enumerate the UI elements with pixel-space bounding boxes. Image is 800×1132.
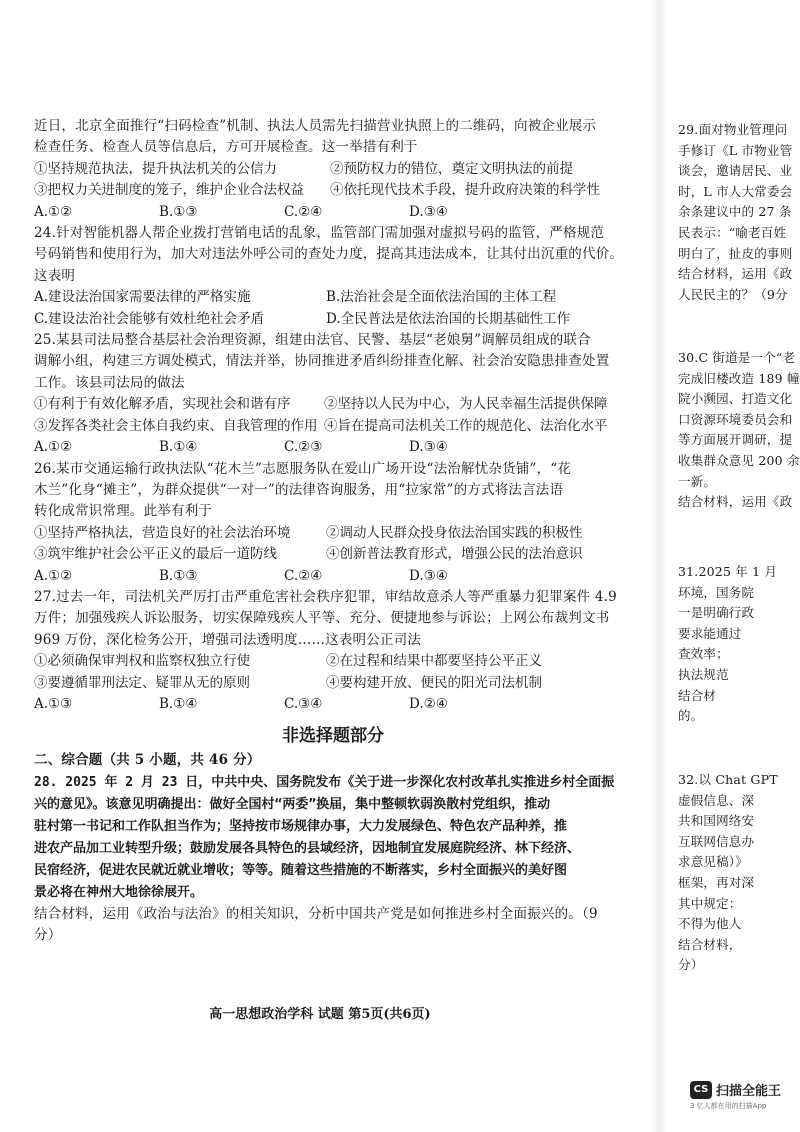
- text-line: 调解小组，构建三方调处模式，情法并举，协同推进矛盾纠纷排查化解、社会治安隐患排查处置: [34, 353, 610, 370]
- text-line: 检查任务、检查人员等信息后，方可开展检查。这一举措有利于: [34, 139, 418, 156]
- text-line: 一新。: [678, 473, 717, 489]
- text-line: 转化成常识常理。此举有利于: [34, 503, 213, 520]
- option: ③要遵循罪刑法定、疑罪从无的原则: [34, 674, 250, 691]
- text-line: 分）: [678, 957, 704, 973]
- q30-fragment: [678, 348, 800, 513]
- text-line: 32.以 Chat GPT: [678, 772, 778, 787]
- answer-choice: C.②③: [284, 439, 323, 456]
- q32-fragment: [678, 770, 800, 976]
- text-line: 969 万份，深化检务公开，增强司法透明度……这表明公正司法: [34, 631, 422, 648]
- text-line: 号码销售和使用行为，加大对违法外呼公司的查处力度，提高其违法成本，让其付出沉重的代价。: [34, 246, 624, 263]
- page-footer: 高一思想政治学科 试题 第5页(共6页): [209, 1007, 431, 1022]
- q23-answers: [34, 202, 632, 223]
- answer-choice: A.①②: [34, 203, 73, 220]
- text-line: 不得为他人: [678, 916, 742, 932]
- text-line: 29.面对物业管理问: [678, 122, 788, 137]
- option: ④创新普法教育形式，增强公民的法治意识: [326, 546, 583, 563]
- text-line: 30.C 街道是一个“老: [678, 350, 796, 365]
- text-line: 共和国网络安: [678, 813, 755, 829]
- text-line: 结合材料，: [678, 936, 742, 952]
- answer-choice: C.②④: [284, 567, 323, 584]
- option: ①坚持严格执法，营造良好的社会法治环境: [34, 524, 291, 541]
- text-line: 虚假信息、深: [678, 792, 755, 808]
- text-line: 28. 2025 年 2 月 23 日，中共中央、国务院发布《关于进一步深化农村改革扎实推进乡村全面振: [34, 774, 615, 790]
- scanner-watermark: [690, 1080, 800, 1111]
- text-line: 26.某市交通运输行政执法队“花木兰”志愿服务队在爱山广场开设“法治解忧杂货铺”，“花: [34, 460, 572, 477]
- q26-options: [34, 523, 632, 566]
- answer-choice: D.③④: [409, 203, 448, 220]
- text-line: 结合材料，运用《政: [678, 266, 793, 282]
- q31-fragment: [678, 562, 800, 727]
- q23-options: [34, 159, 632, 202]
- option: ①必须确保审判权和监察权独立行使: [34, 653, 250, 670]
- answer-choice: B.①④: [159, 439, 198, 456]
- text-line: 25.某县司法局整合基层社会治理资源，组建由法官、民警、基层“老娘舅”调解员组成的联合: [34, 332, 591, 349]
- text-line: 结合材料，运用《政: [678, 494, 793, 510]
- text-line: 分）: [34, 927, 62, 944]
- text-line: 要求能通过: [678, 625, 742, 641]
- option: ③筑牢维护社会公平正义的最后一道防线: [34, 546, 277, 563]
- answer-choice: C.②④: [284, 203, 323, 220]
- section-title: 非选择题部分: [282, 726, 384, 747]
- answer-choice: D.②④: [409, 695, 448, 712]
- text-line: 木兰”化身“摊主”，为群众提供“一对一”的法律咨询服务，用“拉家常”的方式将法言法语: [34, 481, 564, 498]
- text-line: 民宿经济，促进农民就近就业增收；等等。随着这些措施的不断落实，乡村全面振兴的美好图: [34, 862, 568, 878]
- text-line: 框架，再对深: [678, 874, 755, 890]
- text-line: 结合材: [678, 687, 717, 703]
- q28-task: [34, 904, 632, 947]
- text-line: 执法规范: [678, 666, 729, 682]
- q28-stem: [34, 772, 632, 904]
- answer-choice: C.③④: [284, 695, 323, 712]
- text-line: 工作。该县司法局的做法: [34, 374, 185, 391]
- option: C.建设法治社会能够有效杜绝社会矛盾: [34, 310, 265, 327]
- text-line: 收集群众意见 200 余: [678, 452, 800, 468]
- text-line: 时，L 市人大常委会: [678, 183, 793, 199]
- text-line: 民表示：“喻老百姓: [678, 224, 787, 240]
- q29-fragment: [678, 120, 800, 305]
- text-line: 等方面展开调研，提: [678, 432, 793, 448]
- q26-stem: [34, 459, 632, 523]
- text-line: 进农产品加工业转型升级；鼓励发展各具特色的县域经济，因地制宜发展庭院经济、林下经济、: [34, 840, 581, 856]
- text-line: 手修订《L 市物业管: [678, 142, 793, 158]
- q27-stem: [34, 587, 632, 651]
- q26-answers: [34, 566, 632, 587]
- main-column: [34, 116, 632, 947]
- q25-options: [34, 394, 632, 437]
- answer-choice: D.③④: [409, 567, 448, 584]
- text-line: 口资源环境委员会和: [678, 411, 793, 427]
- q25-stem: [34, 330, 632, 394]
- text-line: 驻村第一书记和工作队担当作为；坚持按市场规律办事，大力发展绿色、特色农产品种养，推: [34, 818, 568, 834]
- text-line: 院小濒园、打造文化: [678, 391, 793, 407]
- section-subtitle: 二、综合题（共 5 小题，共 46 分）: [34, 752, 261, 769]
- option: A.建设法治国家需要法律的严格实施: [34, 289, 251, 306]
- option: ③把权力关进制度的笼子，维护企业合法权益: [34, 182, 304, 199]
- answer-choice: A.①②: [34, 567, 73, 584]
- answer-choice: D.③④: [409, 439, 448, 456]
- q23-stem: [34, 116, 632, 159]
- text-line: 求意见稿）》: [678, 854, 748, 870]
- answer-choice: B.①③: [159, 567, 198, 584]
- answer-choice: A.①②: [34, 439, 73, 456]
- text-line: 互联网信息办: [678, 833, 755, 849]
- option: ①坚持规范执法，提升执法机关的公信力: [34, 160, 277, 177]
- text-line: 一是明确行政: [678, 605, 755, 621]
- q25-answers: [34, 437, 632, 458]
- text-line: 完成旧楼改造 189 幢: [678, 370, 800, 386]
- option: B.法治社会是全面依法治国的主体工程: [326, 289, 557, 306]
- option: ④依托现代技术手段，提升政府决策的科学性: [330, 182, 600, 199]
- option: ③发挥各类社会主体自我约束、自我管理的作用: [34, 417, 318, 434]
- text-line: 结合材料，运用《政治与法治》的相关知识，分析中国共产党是如何推进乡村全面振兴的。（9: [34, 905, 598, 922]
- right-partial-column: [678, 116, 800, 986]
- page-fold-shadow: [650, 0, 668, 1132]
- text-line: 谈会，邀请居民、业: [678, 163, 793, 179]
- text-line: 兴的意见》。该意见明确提出：做好全国村“两委”换届，集中整顿软弱涣散村党组织，推动: [34, 796, 551, 812]
- option: ②在过程和结果中都要坚持公平正义: [326, 653, 542, 670]
- answer-choice: B.①③: [159, 203, 198, 220]
- text-line: 24.针对智能机器人帮企业拨打营销电话的乱象，监管部门需加强对虚拟号码的监管，严格规范: [34, 225, 605, 242]
- option: ④旨在提高司法机关工作的规范化、法治化水平: [324, 417, 608, 434]
- option: ②坚持以人民为中心，为人民幸福生活提供保障: [324, 396, 608, 413]
- text-line: 其中规定：: [678, 895, 742, 911]
- scanner-tagline: 3 亿人都在用的扫描App: [690, 1102, 767, 1110]
- text-line: 27.过去一年，司法机关严厉打击严重危害社会秩序犯罪，审结故意杀人等严重暴力犯罪案件 4.9: [34, 588, 617, 605]
- scanner-app-name: 扫描全能王: [716, 1084, 782, 1099]
- option: ②预防权力的错位，奠定文明执法的前提: [330, 160, 573, 177]
- text-line: 31.2025 年 1 月: [678, 564, 778, 579]
- text-line: 近日，北京全面推行“扫码检查”机制、执法人员需先扫描营业执照上的二维码，向被企业展示: [34, 118, 597, 134]
- text-line: 万件；加强残疾人诉讼服务，切实保障残疾人平等、充分、便捷地参与诉讼；上网公布裁判文书: [34, 610, 610, 627]
- option: ④要构建开放、便民的阳光司法机制: [326, 674, 542, 691]
- text-line: 查效率；: [678, 646, 729, 662]
- q24-stem: [34, 223, 632, 287]
- camscanner-logo-icon: CS: [690, 1081, 712, 1099]
- text-line: 环境，国务院: [678, 584, 755, 600]
- text-line: 人民民主的？（9分: [678, 286, 788, 302]
- option: D.全民普法是依法治国的长期基础性工作: [326, 310, 571, 327]
- text-line: 这表明: [34, 267, 76, 284]
- q27-answers: [34, 694, 632, 715]
- text-line: 的。: [678, 708, 704, 724]
- text-line: 明白了，扯皮的事则: [678, 245, 793, 261]
- text-line: 景必将在神州大地徐徐展开。: [34, 884, 204, 900]
- answer-choice: A.①③: [34, 695, 73, 712]
- q27-options: [34, 651, 632, 694]
- option: ②调动人民群众投身依法治国实践的积极性: [326, 524, 583, 541]
- answer-choice: B.①④: [159, 695, 198, 712]
- option: ①有利于有效化解矛盾，实现社会和谐有序: [34, 396, 291, 413]
- q24-options: [34, 287, 632, 330]
- text-line: 余条建议中的 27 条: [678, 204, 792, 220]
